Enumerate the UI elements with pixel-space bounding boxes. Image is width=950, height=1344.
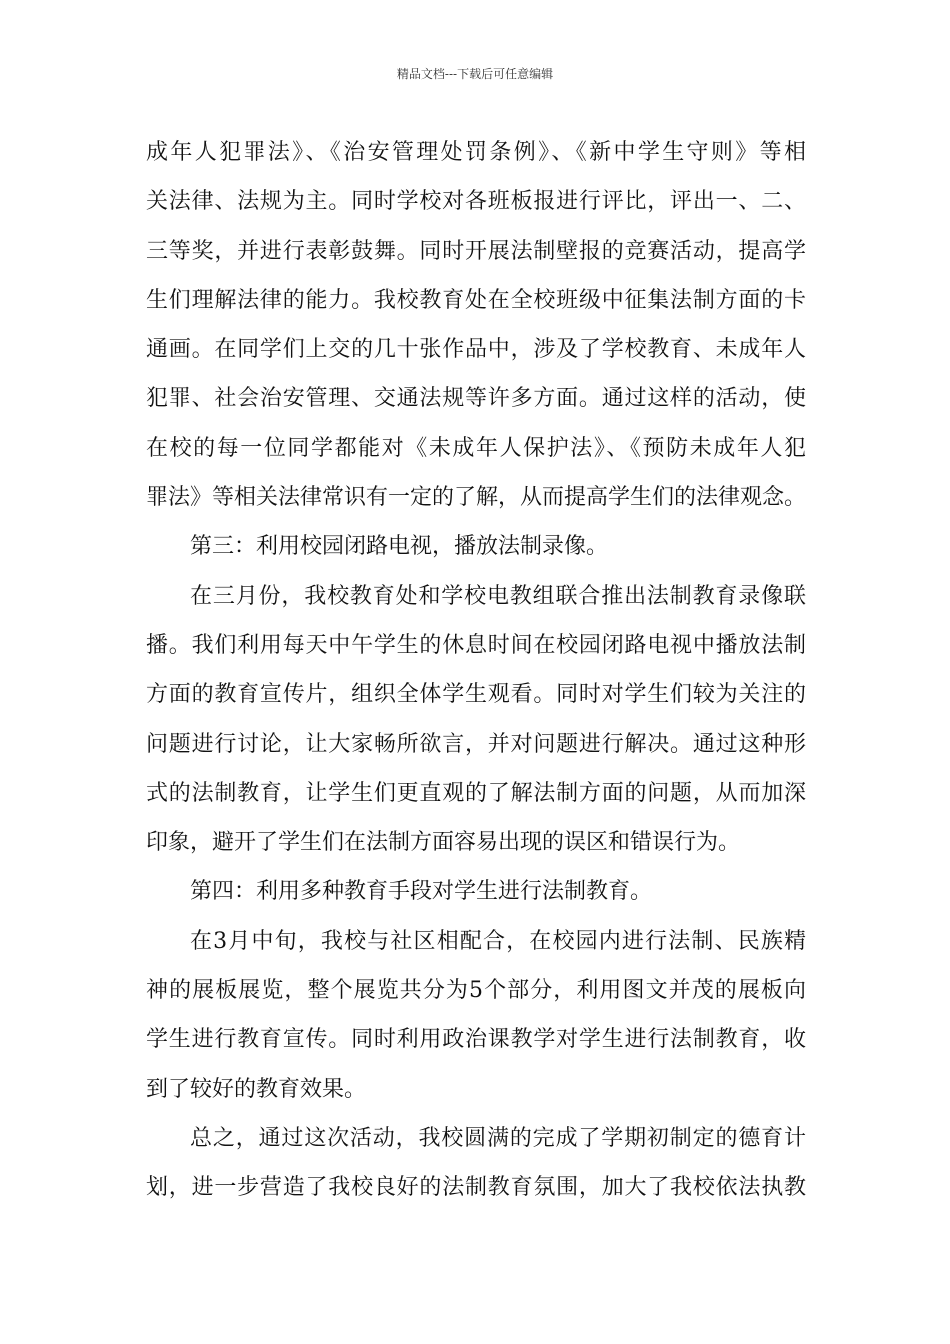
text-line: 划，进一步营造了我校良好的法制教育氛围，加大了我校依法执教 [146,1175,806,1201]
text-line: 方面的教育宣传片，组织全体学生观看。同时对学生们较为关注的 [146,682,806,708]
text-line: 通画。在同学们上交的几十张作品中，涉及了学校教育、未成年人 [146,337,806,363]
section-heading: 第四：利用多种教育手段对学生进行法制教育。 [190,879,653,905]
text-line: 犯罪、社会治安管理、交通法规等许多方面。通过这样的活动，使 [146,386,806,412]
text-line: 式的法制教育，让学生们更直观的了解法制方面的问题，从而加深 [146,780,806,806]
page-header: 精品文档---下载后可任意编辑 [396,67,554,81]
text-line: 三等奖，并进行表彰鼓舞。同时开展法制壁报的竞赛活动，提高学 [146,238,806,264]
text-line: 生们理解法律的能力。我校教育处在全校班级中征集法制方面的卡 [146,287,806,313]
text-line: 问题进行讨论，让大家畅所欲言，并对问题进行解决。通过这种形 [146,731,806,757]
text-line: 在校的每一位同学都能对《未成年人保护法》、《预防未成年人犯 [146,435,806,461]
text-line: 到了较好的教育效果。 [146,1076,367,1102]
text-line: 总之，通过这次活动，我校圆满的完成了学期初制定的德育计 [190,1125,806,1151]
text-line: 在三月份，我校教育处和学校电教组联合推出法制教育录像联 [190,583,806,609]
text-line: 学生进行教育宣传。同时利用政治课教学对学生进行法制教育，收 [146,1027,806,1053]
text-line: 成年人犯罪法》、《治安管理处罚条例》、《新中学生守则》等相 [146,140,806,165]
text-line: 在3月中旬，我校与社区相配合，在校园内进行法制、民族精 [190,928,806,954]
text-line: 神的展板展览，整个展览共分为5个部分，利用图文并茂的展板向 [146,978,806,1004]
section-heading: 第三：利用校园闭路电视，播放法制录像。 [190,534,609,560]
text-line: 罪法》等相关法律常识有一定的了解，从而提高学生们的法律观念。 [146,485,807,511]
text-line: 关法律、法规为主。同时学校对各班板报进行评比，评出一、二、 [146,189,806,215]
text-line: 播。我们利用每天中午学生的休息时间在校园闭路电视中播放法制 [146,632,806,658]
text-line: 印象，避开了学生们在法制方面容易出现的误区和错误行为。 [146,830,741,856]
document-body [146,128,806,1213]
